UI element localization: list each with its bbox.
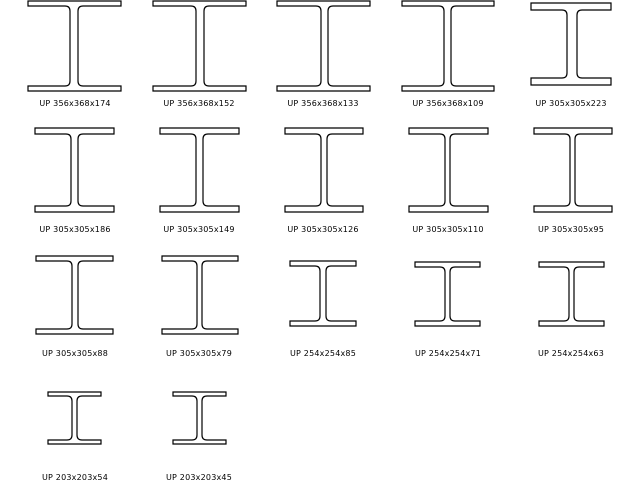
- i-beam-outline: [531, 3, 611, 85]
- i-beam-section: [153, 1, 246, 108]
- i-beam-section: [277, 1, 370, 108]
- i-beam-section: [285, 128, 363, 234]
- i-beam-outline: [173, 392, 226, 444]
- i-beam-outline: [48, 392, 101, 444]
- section-label: UP 305x305x126: [287, 225, 359, 234]
- section-label: UP 305x305x186: [39, 225, 111, 234]
- i-beam-outline: [285, 128, 363, 212]
- i-beam-outline: [35, 128, 114, 212]
- section-label: UP 203x203x54: [41, 473, 109, 480]
- i-beam-outline: [290, 261, 356, 326]
- i-beam-section: [166, 392, 232, 480]
- section-label: UP 254x254x85: [289, 349, 357, 358]
- i-beam-section: [35, 128, 114, 234]
- i-beam-section: [36, 256, 113, 358]
- i-beam-outline: [409, 128, 488, 212]
- section-label: UP 305x305x95: [537, 225, 605, 234]
- section-label: UP 305x305x88: [41, 349, 109, 358]
- section-label: UP 305x305x223: [535, 99, 607, 108]
- section-label: UP 305x305x149: [163, 225, 235, 234]
- section-label: UP 254x254x71: [414, 349, 482, 358]
- section-label: UP 203x203x45: [165, 473, 233, 480]
- section-label: UP 356x368x174: [39, 99, 111, 108]
- i-beam-outline: [28, 1, 121, 91]
- i-beam-section: [409, 128, 488, 234]
- i-beam-outline: [160, 128, 239, 212]
- section-label: UP 305x305x110: [412, 225, 484, 234]
- i-beam-outline: [162, 256, 238, 334]
- section-label: UP 356x368x152: [163, 99, 235, 108]
- i-beam-section: [28, 1, 121, 108]
- i-beam-section: [531, 3, 611, 108]
- i-beam-section: [538, 262, 604, 358]
- i-beam-outline: [277, 1, 370, 91]
- i-beam-outline: [534, 128, 612, 212]
- i-beam-section: [402, 1, 494, 108]
- section-label: UP 356x368x109: [412, 99, 484, 108]
- section-label: UP 254x254x63: [537, 349, 605, 358]
- i-beam-outline: [36, 256, 113, 334]
- i-beam-outline: [153, 1, 246, 91]
- i-beam-section: [534, 128, 612, 234]
- i-beam-outline: [402, 1, 494, 91]
- i-beam-outline: [539, 262, 604, 326]
- i-beam-section: [160, 128, 239, 234]
- section-label: UP 305x305x79: [165, 349, 233, 358]
- i-beam-section: [415, 262, 481, 358]
- section-label: UP 356x368x133: [287, 99, 359, 108]
- i-beam-section: [42, 392, 108, 480]
- i-beam-section: [290, 261, 356, 358]
- i-beam-outline: [415, 262, 480, 326]
- i-beam-section: [162, 256, 238, 358]
